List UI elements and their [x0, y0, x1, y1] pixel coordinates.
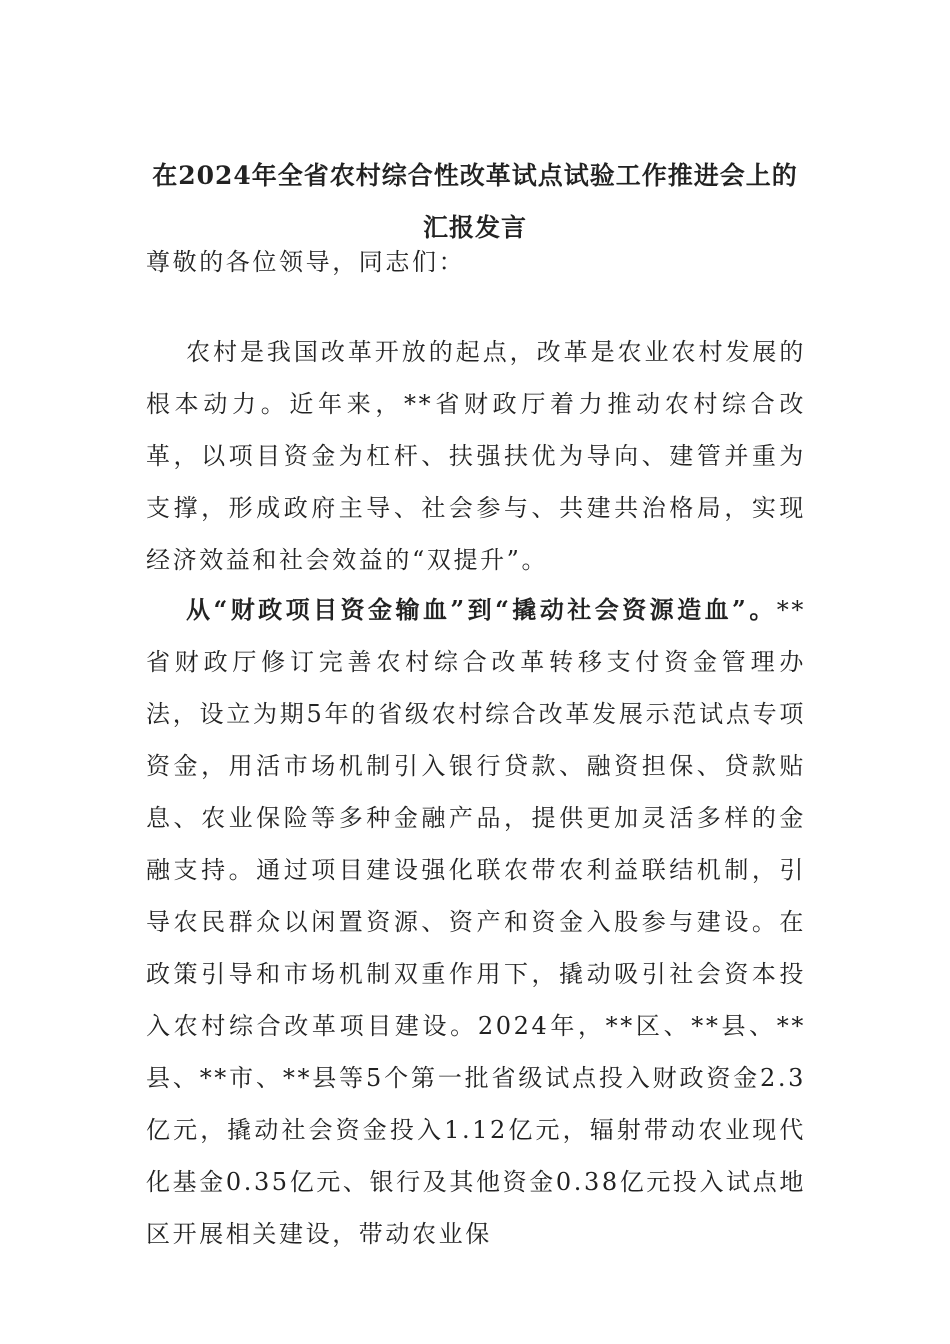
paragraph-funding-text: **省财政厅修订完善农村综合改革转移支付资金管理办法，设立为期5年的省级农村综合改革发展示范试点专项资金，用活市场机制引入银行贷款、融资担保、贷款贴息、农业保险等多种金融产品，提供更加灵活多样的金融支持。通过项目建设强化联农带农利益联结机制，引导农民群众以闲置资源、资产和资金入股参与建设。在政策引导和市场机制双重作用下，撬动吸引社会资本投入农村综合改革项目建设。2024年，**区、**县、**县、**市、**县等5个第一批省级试点投入财政资金2.3亿元，撬动社会资金投入1.12亿元，辐射带动农业现代化基金0.35亿元、银行及其他资金0.38亿元投入试点地区开展相关建设，带动农业保 [146, 596, 806, 1248]
document-title: 在2024年全省农村综合性改革试点试验工作推进会上的汇报发言 [152, 161, 798, 242]
paragraph-funding [146, 584, 806, 1260]
salutation: 尊敬的各位领导，同志们： [146, 248, 466, 276]
paragraph-intro-text: 农村是我国改革开放的起点，改革是农业农村发展的根本动力。近年来，**省财政厅着力推动农村综合改革，以项目资金为杠杆、扶强扶优为导向、建管并重为支撑，形成政府主导、社会参与、共建共治格局，实现经济效益和社会效益的“双提升”。 [146, 338, 806, 574]
paragraph-intro [146, 326, 806, 586]
paragraph-funding-heading: 从“财政项目资金输血”到“撬动社会资源造血”。 [186, 595, 777, 624]
